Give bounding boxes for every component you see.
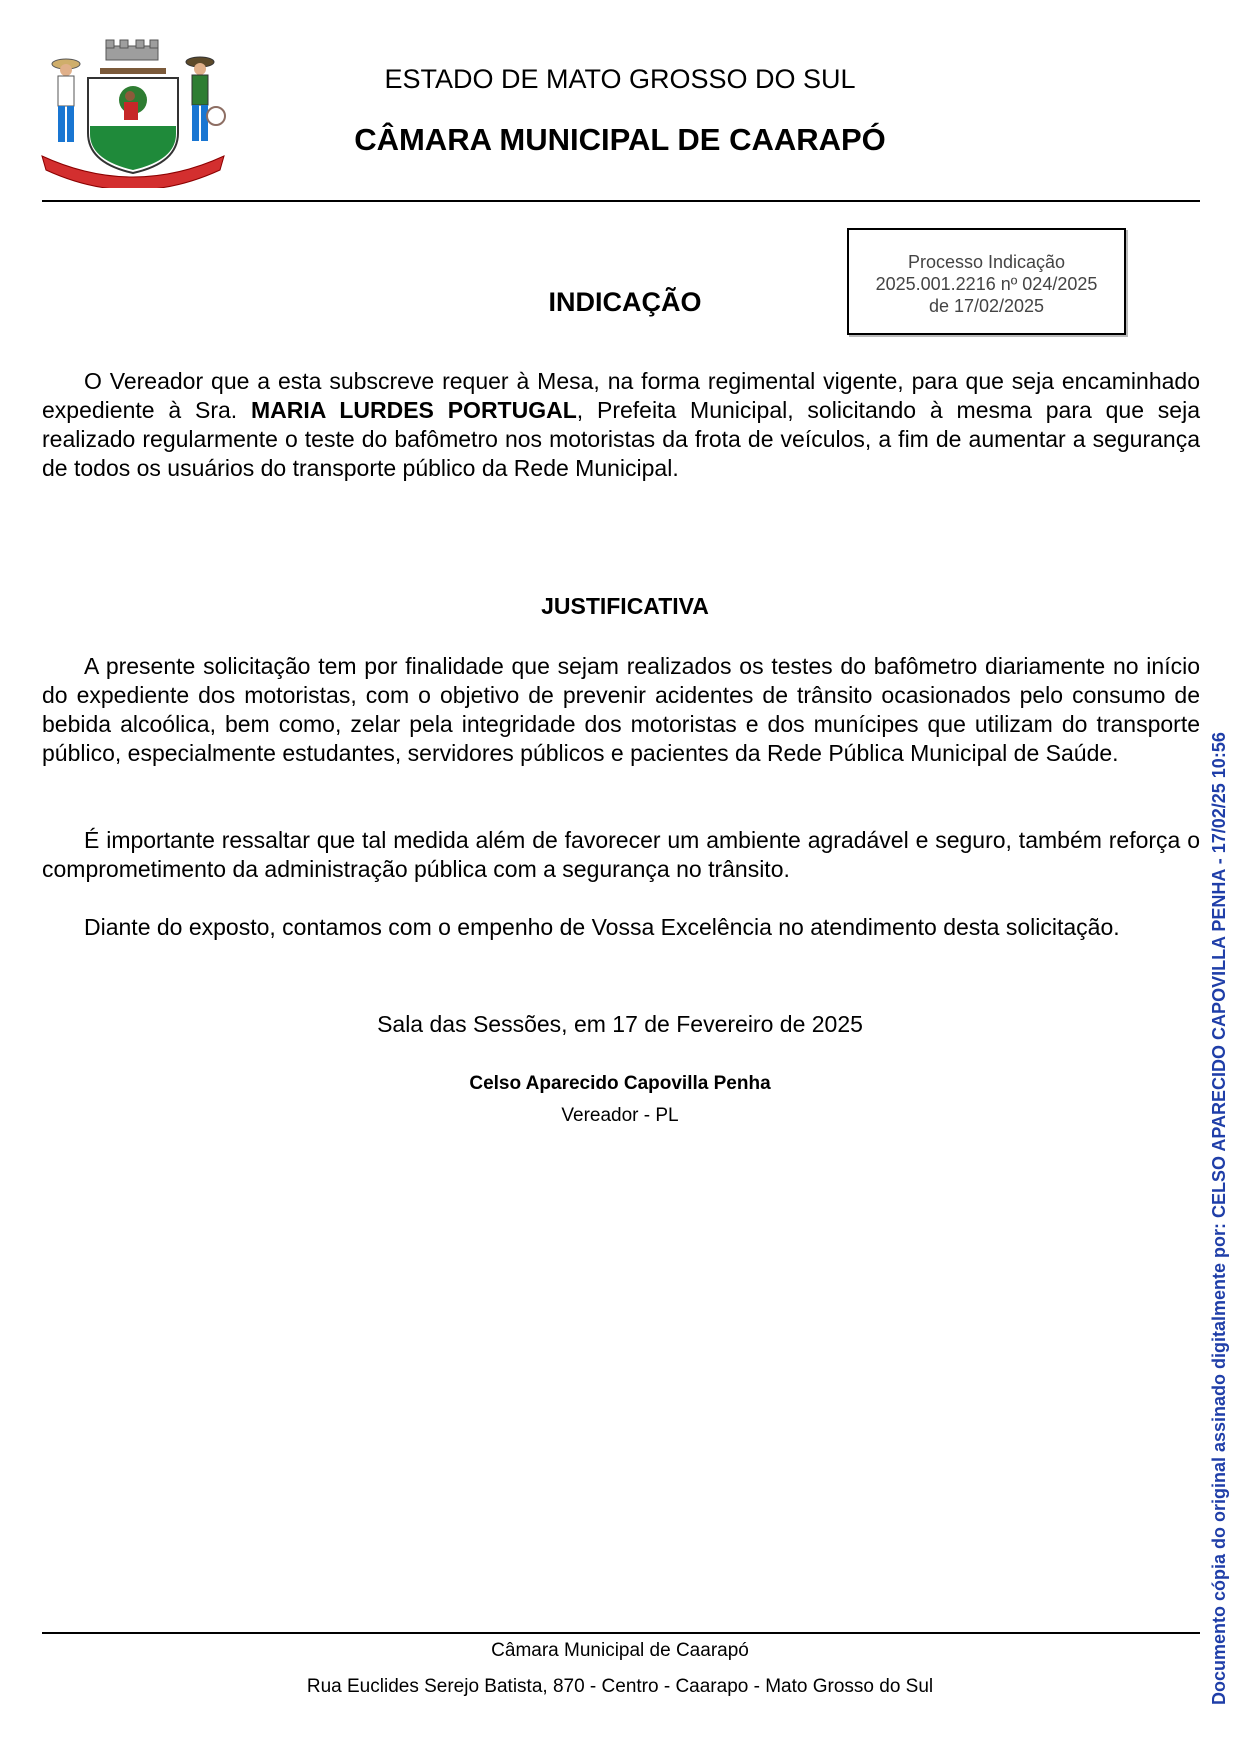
- footer-address: Rua Euclides Serejo Batista, 870 - Centro - Caarapo - Mato Grosso do Sul: [306, 1676, 934, 1697]
- justification-text-2: É importante ressaltar que tal medida além de favorecer um ambiente agradável e seguro, também reforça o comprometimento da administração pública com a segurança no trânsito.: [42, 827, 1200, 882]
- justification-paragraph-3: [42, 913, 1200, 942]
- request-text-start: O Vereador que a esta subscreve requer à Mesa, na forma regimental vigente, para que seja encaminhado expediente à Sra.: [42, 368, 1200, 423]
- footer-divider: [42, 1632, 1200, 1634]
- signer-role: Vereador - PL: [561, 1105, 679, 1126]
- stamp-line-1: Processo Indicação: [907, 252, 1066, 272]
- state-heading: ESTADO DE MATO GROSSO DO SUL: [384, 64, 856, 94]
- chamber-heading: CÂMARA MUNICIPAL DE CAARAPÓ: [354, 122, 886, 157]
- justification-paragraph-2: [42, 826, 1200, 884]
- signer-name: Celso Aparecido Capovilla Penha: [469, 1073, 771, 1094]
- process-stamp: [847, 228, 1126, 335]
- justification-heading: JUSTIFICATIVA: [541, 593, 709, 619]
- document-title: INDICAÇÃO: [548, 287, 702, 317]
- footer-organization: Câmara Municipal de Caarapó: [491, 1640, 749, 1661]
- recipient-name: MARIA LURDES PORTUGAL: [250, 397, 577, 423]
- digital-signature-note: Documento cópia do original assinado digitalmente por: CELSO APARECIDO CAPOVILLA PENHA - 17/02/25 10:56: [1209, 732, 1229, 1705]
- justification-paragraph-1: [42, 652, 1200, 768]
- coat-of-arms-logo: [38, 38, 228, 188]
- stamp-line-2: 2025.001.2216 nº 024/2025: [875, 274, 1098, 294]
- request-text-end: , Prefeita Municipal, solicitando à mesma para que seja realizado regularmente o teste do bafômetro nos motoristas da frota de veículos, a fim de aumentar a segurança de todos os usuários do transporte público da Rede Municipal.: [42, 397, 1200, 481]
- justification-text-3: Diante do exposto, contamos com o empenho de Vossa Excelência no atendimento desta solicitação.: [84, 914, 1120, 940]
- place-and-date: Sala das Sessões, em 17 de Fevereiro de 2025: [377, 1011, 863, 1037]
- header-divider: [42, 200, 1200, 202]
- justification-text-1: A presente solicitação tem por finalidade que sejam realizados os testes do bafômetro diariamente no início do expediente dos motoristas, com o objetivo de prevenir acidentes de trânsito ocasionados pelo consumo de bebida alcoólica, bem como, zelar pela integridade dos motoristas e dos munícipes que utilizam do transporte público, especialmente estudantes, servidores públicos e pacientes da Rede Pública Municipal de Saúde.: [42, 653, 1200, 766]
- stamp-line-3: de 17/02/2025: [928, 296, 1045, 316]
- request-paragraph: [42, 367, 1200, 483]
